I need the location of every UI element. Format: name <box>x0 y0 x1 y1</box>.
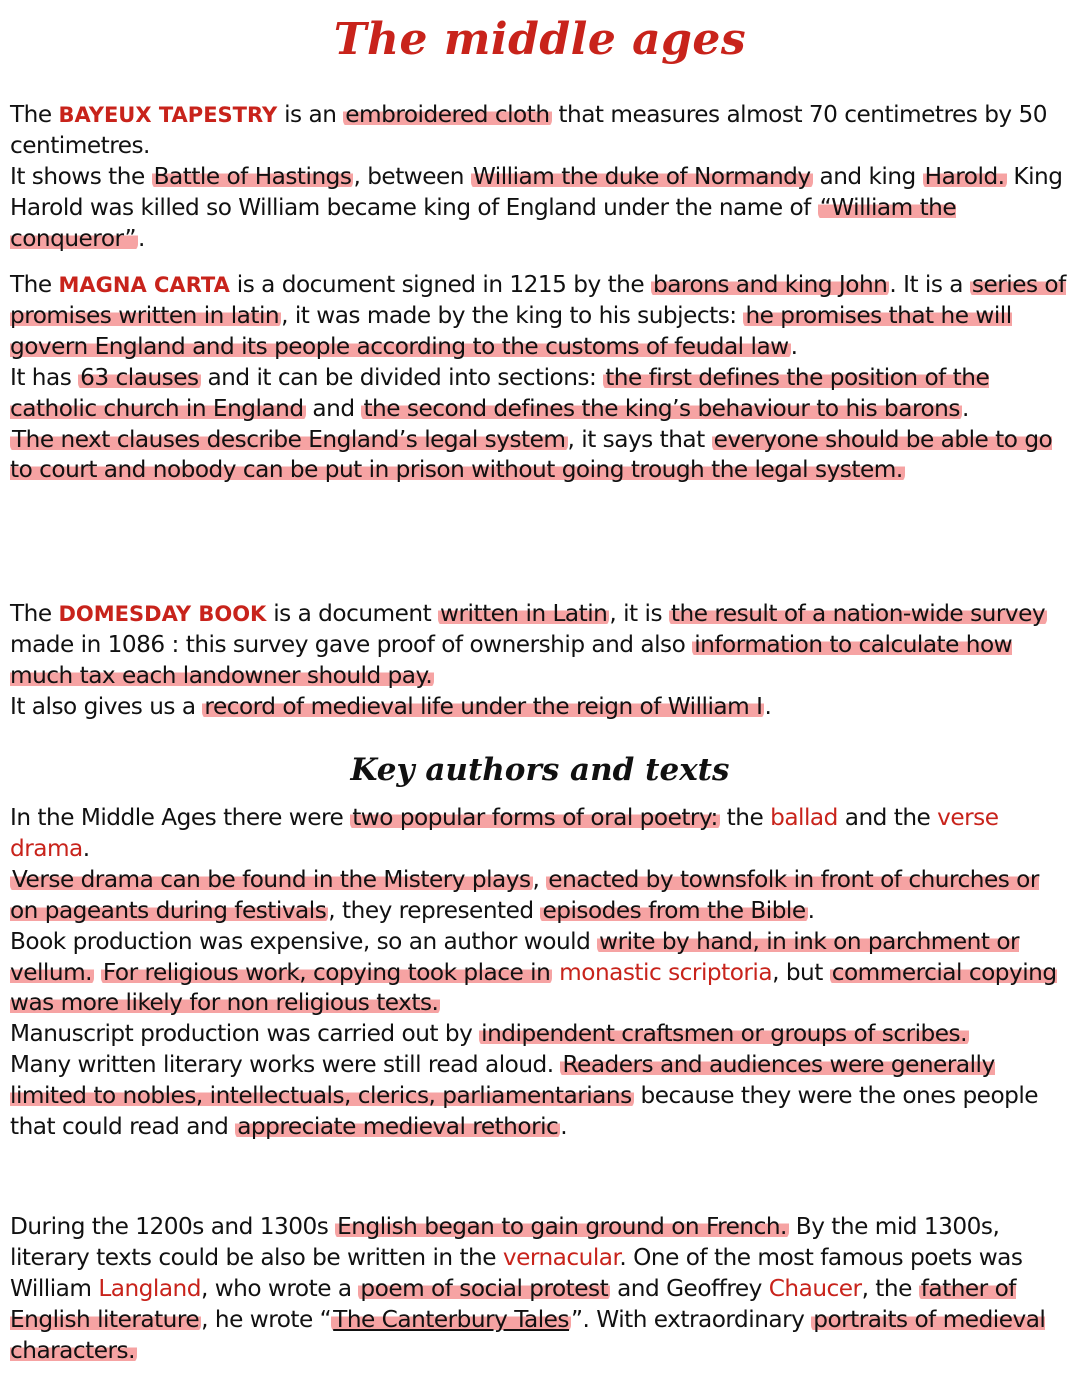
text-segment: King Harold was killed so William became king of England under the name of <box>10 162 1063 221</box>
highlighted-text: he promises that he will govern England and its people according to the customs of feudal law <box>10 301 1012 360</box>
highlighted-text: everyone should be able to go to court and nobody can be put in prison without going trough the legal system. <box>10 425 1053 484</box>
english-literature-paragraph <box>10 1212 1072 1367</box>
highlighted-text: “William the conqueror” <box>10 193 957 252</box>
text-segment: . <box>82 834 90 862</box>
text-segment: ”. With extraordinary <box>571 1305 812 1333</box>
text-segment: , he wrote “ <box>201 1305 332 1333</box>
text-segment <box>94 959 101 986</box>
key-term: monastic scriptoria <box>559 958 773 986</box>
text-segment: and <box>305 394 362 422</box>
section-title: Key authors and texts <box>350 752 730 788</box>
highlighted-text: the second defines the king’s behaviour to his barons <box>363 394 960 422</box>
text-segment: It shows the <box>10 162 152 190</box>
text-segment: , <box>532 865 547 893</box>
highlighted-text: The next clauses describe England’s legal system <box>12 425 566 453</box>
text-segment: It has <box>10 363 79 391</box>
highlighted-text: episodes from the Bible <box>542 896 806 924</box>
text-segment: is a document <box>266 600 439 627</box>
highlighted-text: write by hand, in ink on parchment or vellum. <box>10 927 1020 986</box>
highlighted-text: enacted by townsfolk in front of churches or on pageants during festivals <box>10 865 1039 924</box>
highlighted-text: embroidered cloth <box>345 101 550 128</box>
highlighted-text: the first defines the position of the catholic church in England <box>10 363 990 422</box>
highlighted-text: series of promises written in latin <box>10 271 1066 329</box>
text-segment: and it can be divided into sections: <box>200 363 604 391</box>
key-term: Langland <box>98 1274 201 1302</box>
key-term: verse drama <box>10 804 999 862</box>
text-segment: The <box>10 600 59 627</box>
text-segment: . One of the most famous poets was William <box>10 1243 1023 1302</box>
key-term: DOMESDAY BOOK <box>58 602 267 626</box>
text-segment: , who wrote a <box>200 1274 359 1302</box>
highlighted-text: written in Latin <box>440 600 608 627</box>
highlighted-text: father of English literature <box>10 1274 1016 1333</box>
highlighted-text: the result of a nation-wide survey <box>670 600 1046 627</box>
highlighted-text: indipendent craftsmen or groups of scribes. <box>481 1020 967 1048</box>
text-segment: , they represented <box>328 896 541 924</box>
text-segment: because they were the ones people that could read and <box>10 1082 1039 1141</box>
text-segment: It also gives us a <box>10 692 203 720</box>
highlighted-text: For religious work, copying took place in <box>102 958 551 986</box>
key-authors-paragraph <box>10 803 1072 1143</box>
text-segment: that measures almost 70 centimetres by 50 centimetres. <box>10 101 1048 159</box>
text-segment: made in 1086 : this survey gave proof of ownership and also <box>10 630 693 658</box>
text-segment: . <box>560 1113 568 1141</box>
text-segment: Manuscript production was carried out by <box>10 1020 480 1048</box>
text-segment: , but <box>772 958 830 986</box>
text-segment: , between <box>353 162 471 190</box>
text-segment: is an <box>277 101 344 128</box>
highlighted-text: two popular forms of oral poetry: <box>352 804 718 831</box>
text-segment: and Geoffrey <box>610 1274 769 1302</box>
highlighted-text: record of medieval life under the reign of William I <box>204 692 763 720</box>
highlighted-text: portraits of medieval characters. <box>10 1305 1046 1364</box>
text-segment: , it says that <box>567 425 712 453</box>
highlighted-text: Readers and audiences were generally limited to nobles, intellectuals, clerics, parliamentarians <box>10 1051 995 1110</box>
text-segment: . <box>807 896 815 924</box>
highlighted-text: William the duke of Normandy <box>472 162 811 190</box>
text-segment: the <box>719 804 771 831</box>
text-segment: . <box>764 692 772 720</box>
highlighted-text: 63 clauses <box>80 363 199 391</box>
highlighted-text: information to calculate how much tax each landowner should pay. <box>10 630 1013 689</box>
text-segment: Book production was expensive, so an author would <box>10 927 598 955</box>
magna-carta-paragraph <box>10 270 1072 486</box>
bayeux-tapestry-paragraph <box>10 100 1072 255</box>
domesday-book-paragraph <box>10 599 1072 723</box>
text-segment: During the 1200s and 1300s <box>10 1213 336 1240</box>
text-segment: . It is a <box>889 271 970 298</box>
text-segment: The <box>10 101 59 128</box>
text-segment: The <box>10 271 59 298</box>
highlighted-text: English began to gain ground on French. <box>337 1213 787 1240</box>
key-term: vernacular <box>502 1243 620 1271</box>
text-segment: and the <box>837 804 938 831</box>
text-segment: . <box>790 332 798 360</box>
key-term: BAYEUX TAPESTRY <box>58 103 278 127</box>
text-segment: , it was made by the king to his subjects: <box>281 301 744 329</box>
highlighted-text: barons and king John <box>653 271 888 298</box>
text-segment: is a document signed in 1215 by the <box>229 271 651 298</box>
highlighted-text: Harold. <box>924 162 1005 190</box>
highlighted-text: Verse drama can be found in the Mistery plays <box>12 865 531 893</box>
text-segment: , the <box>861 1274 919 1302</box>
text-segment: Many written literary works were still read aloud. <box>10 1051 561 1079</box>
key-term: MAGNA CARTA <box>58 273 230 297</box>
highlighted-text: The Canterbury Tales <box>333 1305 570 1333</box>
text-segment: . <box>961 394 969 422</box>
highlighted-text: Battle of Hastings <box>153 162 352 190</box>
highlighted-text: commercial copying was more likely for non religious texts. <box>10 958 1057 1017</box>
text-segment: . <box>138 224 145 252</box>
key-term: ballad <box>770 804 838 831</box>
text-segment: , it is <box>609 600 669 627</box>
highlighted-text: appreciate medieval rethoric <box>237 1113 559 1141</box>
page-title: The middle ages <box>333 14 747 65</box>
key-term: Chaucer <box>768 1274 862 1302</box>
text-segment: In the Middle Ages there were <box>10 804 351 831</box>
highlighted-text: poem of social protest <box>360 1274 609 1302</box>
text-segment: By the mid 1300s, literary texts could be also be written in the <box>10 1213 1000 1271</box>
text-segment: and king <box>812 162 923 190</box>
